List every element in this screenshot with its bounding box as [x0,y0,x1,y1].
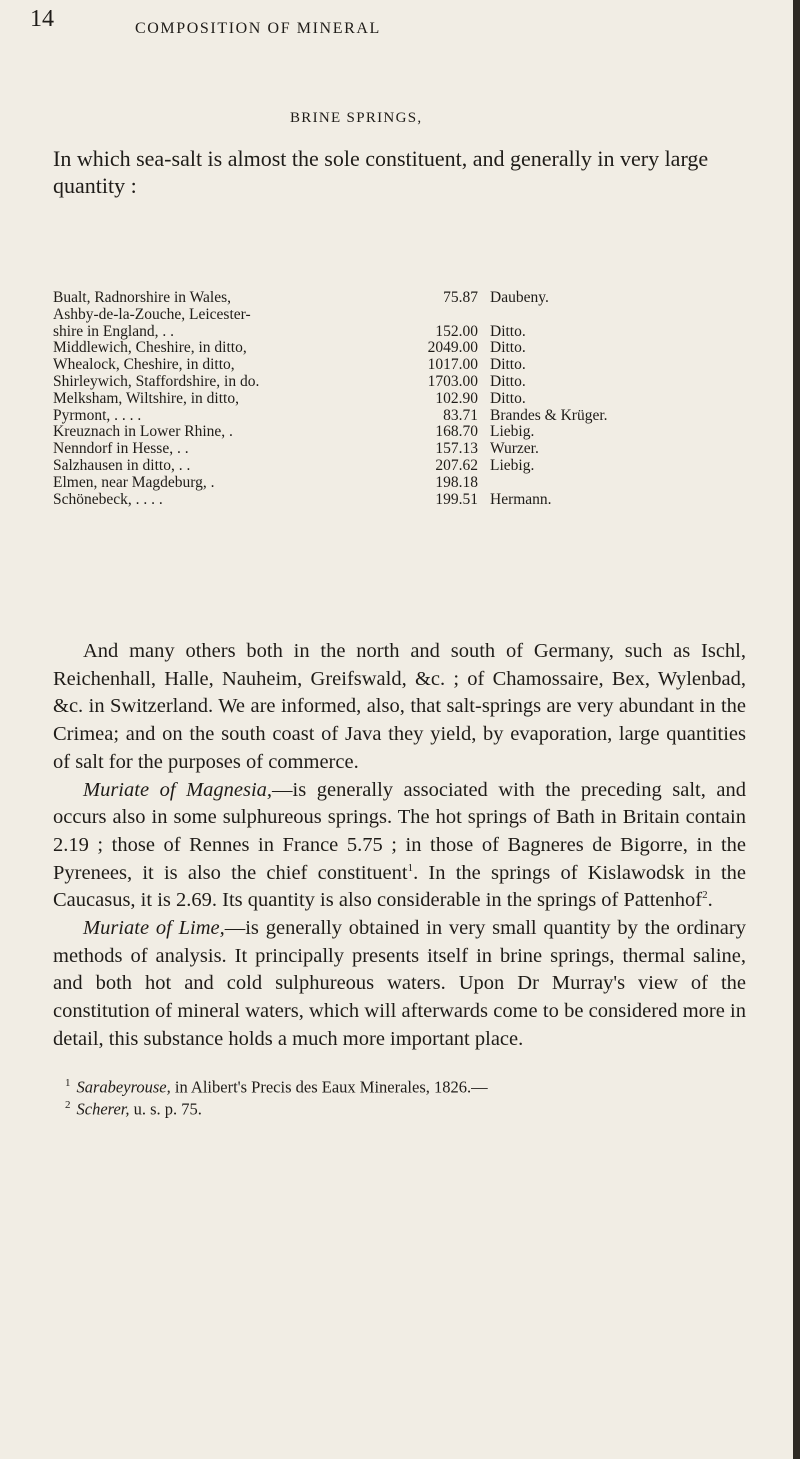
table-row [53,374,753,391]
table-row [53,340,753,357]
spring-location: Elmen, near Magdeburg, . [53,474,215,491]
concentration-value: 75.87 [443,289,478,306]
table-row [53,357,753,374]
footnotes [53,1074,746,1119]
spring-location: Pyrmont, . . . . [53,407,142,424]
analyst-name: Ditto. [490,339,526,357]
page-number: 14 [30,6,54,32]
table-row [53,441,753,458]
concentration-value: 207.62 [435,456,478,474]
running-title: COMPOSITION OF MINERAL [135,20,381,37]
table-row [53,475,753,492]
spring-location: Melksham, Wiltshire, in ditto, [53,390,239,407]
concentration-value: 168.70 [435,423,478,441]
intro-text: In which sea-salt is almost the sole constituent, and generally in very large quantity : [53,146,709,198]
body-text [53,638,746,1119]
page-edge-shadow [793,0,800,1459]
springs-table [53,290,753,508]
spring-location: Whealock, Cheshire, in ditto, [53,357,235,374]
spring-location: Salzhausen in ditto, . . [53,457,191,474]
spring-location: Kreuznach in Lower Rhine, . [53,424,233,441]
analyst-name: Wurzer. [490,440,539,458]
concentration-value: 1703.00 [427,372,478,390]
spring-location: Bualt, Radnorshire in Wales, [53,290,231,306]
footnote-2: $^2$ Scherer, u. s. p. 75. [65,1099,202,1119]
analyst-name: Daubeny. [490,289,549,306]
table-row [53,408,753,425]
spring-location: Middlewich, Cheshire, in ditto, [53,340,247,357]
paragraph-muriate-magnesia: Muriate of Magnesia,—is generally associated with the preceding salt, and occurs also in some sulphureous springs. The hot springs of Bath in Britain contain 2.19 ; those of Rennes in France 5.75 ; in those of Bagneres de Bigorre, in the Pyrenees, it is also the chief constituent$^1$. In the springs of Kislawodsk in the Caucasus, it is 2.69. Its quantity is also considerable in the springs of Pattenhof$^2$. [53,778,746,912]
paragraph-other-springs: And many others both in the north and south of Germany, such as Ischl, Reichenhall, Halle, Nauheim, Greifswald, &c. ; of Chamossaire, Bex, Wylenbad, &c. in Switzerland. We are informed, also, that salt-springs are very abundant in the Crimea; and on the south coast of Java they yield, by evaporation, large quantities of salt for the purposes of commerce. [53,640,746,773]
concentration-value: 83.71 [443,406,478,424]
analyst-name: Hermann. [490,490,552,508]
footnote-ref-2[interactable]: 2 [702,889,708,902]
footnote-1: $^1$ Sarabeyrouse, in Alibert's Precis des Eaux Minerales, 1826.— [65,1076,488,1097]
concentration-value: 198.18 [435,473,478,491]
concentration-value: 152.00 [435,322,478,340]
spring-location: Ashby-de-la-Zouche, Leicester- [53,306,251,323]
table-row [53,290,753,307]
table-row [53,391,753,408]
table-row [53,324,753,341]
footnote-ref-1[interactable]: 1 [407,861,414,874]
term-muriate-lime: Muriate of Lime, [83,917,225,940]
table-row [53,492,753,509]
concentration-value: 2049.00 [427,339,478,357]
concentration-value: 102.90 [435,389,478,407]
spring-location: Schönebeck, . . . . [53,491,163,508]
analyst-name: Ditto. [490,356,526,374]
concentration-value: 1017.00 [427,356,478,374]
concentration-value: 157.13 [435,440,478,458]
spring-location: Shirleywich, Staffordshire, in do. [53,373,260,390]
paragraph-muriate-lime: Muriate of Lime,—is generally obtained in very small quantity by the ordinary methods of analysis. It principally presents itself in brine springs, thermal saline, and both hot and cold sulphureous waters. Upon Dr Murray's view of the constitution of mineral waters, which will afterwards come to be considered more in detail, this substance holds a much more important place. [53,917,746,1050]
spring-location: shire in England, . . [53,323,174,340]
analyst-name: Ditto. [490,322,526,340]
table-row [53,424,753,441]
table-row [53,307,753,324]
table-row [53,458,753,475]
analyst-name: Liebig. [490,423,535,441]
term-muriate-magnesia: Muriate of Magnesia, [83,778,273,801]
concentration-value: 199.51 [435,490,478,508]
concentration-value [403,307,478,324]
analyst-name: Ditto. [490,372,526,390]
analyst-name: Brandes & Krüger. [490,406,608,424]
analyst-name: Ditto. [490,389,526,407]
section-title: BRINE SPRINGS, [290,110,423,126]
spring-location: Nenndorf in Hesse, . . [53,441,189,458]
analyst-name: Liebig. [490,456,535,474]
